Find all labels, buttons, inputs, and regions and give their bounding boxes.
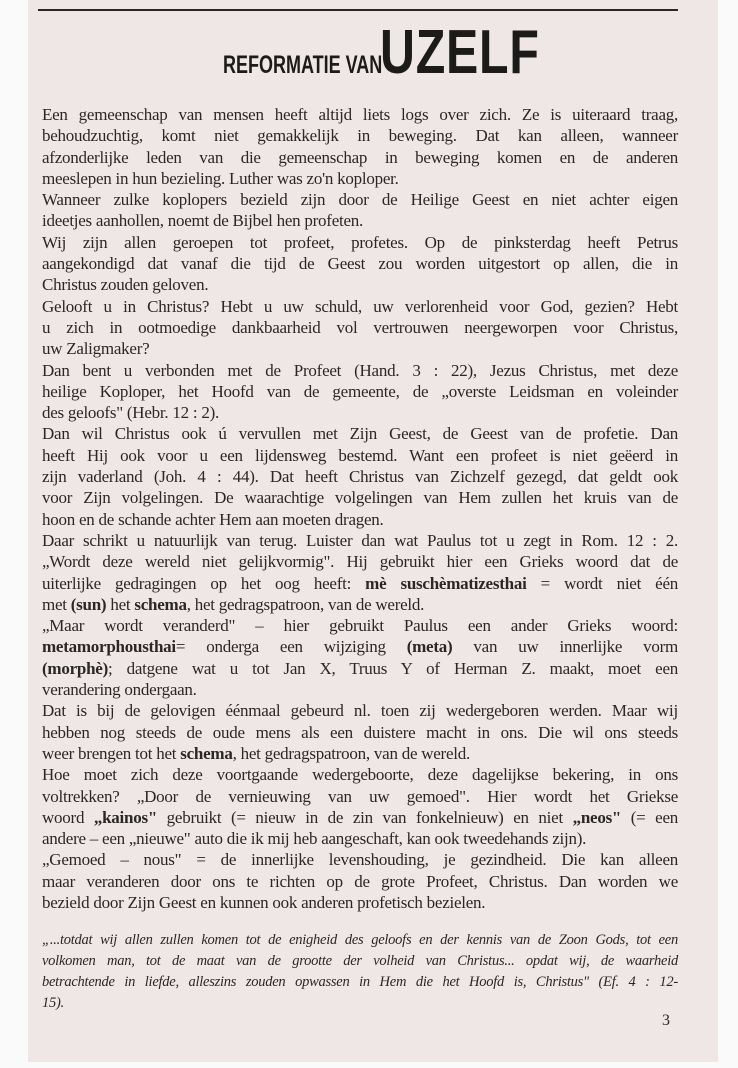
quote-line: betrachtende in liefde, alleszins zouden opwassen in Hem die het Hoofd is, Christus" (Ef. 4 : 12-	[42, 974, 678, 990]
text-line: ideetjes aanhollen, noemt de Bijbel hen profeten.	[42, 211, 364, 231]
text-segment: het	[106, 594, 135, 614]
text-line: afzonderlijke leden van die gemeenschap in beweging komen en de anderen	[42, 147, 678, 167]
text-line: des geloofs" (Hebr. 12 : 2).	[42, 403, 219, 423]
text-line: verandering ondergaan.	[42, 680, 197, 700]
text-line: bezield door Zijn Geest en kunnen ook anderen profetisch bezielen.	[42, 892, 486, 912]
bold-term: (sun)	[70, 594, 107, 614]
paragraph	[42, 296, 678, 360]
text-segment: = wordt niet één	[526, 573, 678, 593]
text-line: maar veranderen door ons te richten op de grote Profeet, Christus. Dan worden we	[42, 871, 678, 891]
text-line: Dat is bij de gelovigen éénmaal gebeurd nl. toen zij wedergeboren werden. Maar wij	[42, 701, 678, 721]
text-line: Gelooft u in Christus? Hebt u uw schuld, uw verlorenheid voor God, gezien? Hebt	[42, 296, 678, 316]
paragraph	[42, 700, 678, 764]
text-line: Wanneer zulke koplopers bezield zijn door de Heilige Geest en niet achter eigen	[42, 190, 678, 210]
bold-term: „kainos"	[93, 807, 158, 827]
text-line: „Gemoed – nous" = de innerlijke levenshouding, je gezindheid. Die kan alleen	[42, 850, 678, 870]
bold-term: „neos"	[572, 807, 622, 827]
text-line: zijn vaderland (Joh. 4 : 44). Dat heeft Christus van Zichzelf gezegd, dat geldt ook	[42, 467, 678, 487]
text-line	[42, 743, 678, 764]
text-line	[42, 636, 678, 657]
quote-line: „...totdat wij allen zullen komen tot de enigheid des geloofs en der kennis van de Zoon Gods, tot een	[42, 932, 678, 948]
text-segment: gebruikt (= nieuw in de zin van fonkelnieuw) en niet	[157, 807, 573, 827]
text-line: Dan wil Christus ook ú vervullen met Zijn Geest, de Geest van de profetie. Dan	[42, 424, 678, 444]
text-line: hoon en de schande achter Hem aan moeten dragen.	[42, 509, 384, 529]
page-number: 3	[662, 1012, 670, 1029]
text-segment: weer brengen tot het	[42, 743, 181, 763]
paragraph	[42, 423, 678, 529]
paragraph	[42, 530, 678, 615]
bold-term: mè suschèmatizesthai	[365, 573, 527, 593]
text-segment: (= een	[621, 807, 679, 827]
text-line: Wij zijn allen geroepen tot profeet, profetes. Op de pinksterdag heeft Petrus	[42, 232, 678, 252]
title-main: UZELF	[380, 18, 540, 87]
page-title	[28, 18, 718, 87]
text-segment: woord	[42, 807, 94, 827]
text-line: heeft Hij ook voor u een lijdensweg bestemd. Want een profeet is niet geëerd in	[42, 445, 678, 465]
text-segment: , het gedragspatroon, van de wereld.	[186, 594, 425, 614]
document-page	[28, 0, 718, 1062]
bold-term: schema	[134, 594, 187, 614]
bold-term: metamorphousthai	[42, 637, 176, 657]
paragraph	[42, 764, 678, 849]
text-line: „Wordt deze wereld niet gelijkvormig". Hij gebruikt hier een Grieks woord dat de	[42, 552, 678, 572]
paragraph	[42, 104, 678, 189]
article-body	[42, 104, 678, 913]
text-segment: van uw innerlijke vorm	[452, 637, 678, 657]
text-segment: uiterlijke gedragingen op het oog heeft:	[42, 573, 366, 593]
text-line: behoudzuchtig, komt niet gemakkelijk in beweging. Dat kan alleen, wanneer	[42, 126, 678, 146]
paragraph	[42, 615, 678, 700]
text-line: Daar schrikt u natuurlijk van terug. Luister dan wat Paulus tot u zegt in Rom. 12 : 2.	[42, 530, 678, 550]
text-line: Christus zouden geloven.	[42, 275, 209, 295]
text-line: andere – een „nieuwe" auto die ik mij heb aangeschaft, kan ook tweedehands zijn).	[42, 829, 587, 849]
paragraph	[42, 189, 678, 232]
paragraph	[42, 232, 678, 296]
text-line: voor Zijn volgelingen. De waarachtige volgelingen van Hem zullen het kruis van de	[42, 488, 678, 508]
text-line	[42, 594, 678, 615]
text-segment: ; datgene wat u tot Jan X, Truus Y of Herman Z. maakt, moet een	[107, 658, 678, 678]
text-line: Hoe moet zich deze voortgaande wedergeboorte, deze dagelijkse bekering, in ons	[42, 765, 678, 785]
text-segment: , het gedragspatroon, van de wereld.	[232, 743, 470, 763]
text-line: u zich in ootmoedige dankbaarheid vol vertrouwen neergeworpen voor Christus,	[42, 317, 678, 337]
text-line: aangekondigd dat vanaf die tijd de Geest zou worden uitgestort op allen, die in	[42, 254, 678, 274]
text-line: meeslepen in hun bezieling. Luther was zo'n koploper.	[42, 168, 399, 188]
text-line	[42, 658, 678, 679]
bold-term: (morphè)	[42, 658, 108, 678]
top-rule	[38, 9, 678, 11]
quote-line: volkomen man, tot de maat van de grootte der volheid van Christus... opdat wij, de waarheid	[42, 953, 678, 969]
title-prefix: REFORMATIE VAN	[222, 51, 383, 79]
text-line: voltrekken? „Door de vernieuwing van uw gemoed". Hier wordt het Griekse	[42, 786, 678, 806]
text-segment: met	[42, 594, 71, 614]
paragraph	[42, 849, 678, 913]
quote-line: 15).	[42, 995, 64, 1011]
text-line	[42, 807, 678, 828]
text-line: Dan bent u verbonden met de Profeet (Hand. 3 : 22), Jezus Christus, met deze	[42, 360, 678, 380]
paragraph	[42, 360, 678, 424]
text-segment: = onderga een wijziging	[175, 637, 407, 657]
scripture-quote	[42, 930, 678, 1014]
text-line: uw Zaligmaker?	[42, 339, 150, 359]
text-line: hebben nog steeds de oude mens als een duistere macht in ons. Die wil ons steeds	[42, 722, 678, 742]
text-line: „Maar wordt veranderd" – hier gebruikt Paulus een ander Grieks woord:	[42, 616, 678, 636]
text-line: heilige Koploper, het Hoofd van de gemeente, de „overste Leidsman en voleinder	[42, 381, 678, 401]
text-line: Een gemeenschap van mensen heeft altijd liets logs over zich. Ze is uiteraard traag,	[42, 105, 678, 124]
bold-term: schema	[180, 743, 233, 763]
bold-term: (meta)	[406, 637, 453, 657]
text-line	[42, 573, 678, 594]
